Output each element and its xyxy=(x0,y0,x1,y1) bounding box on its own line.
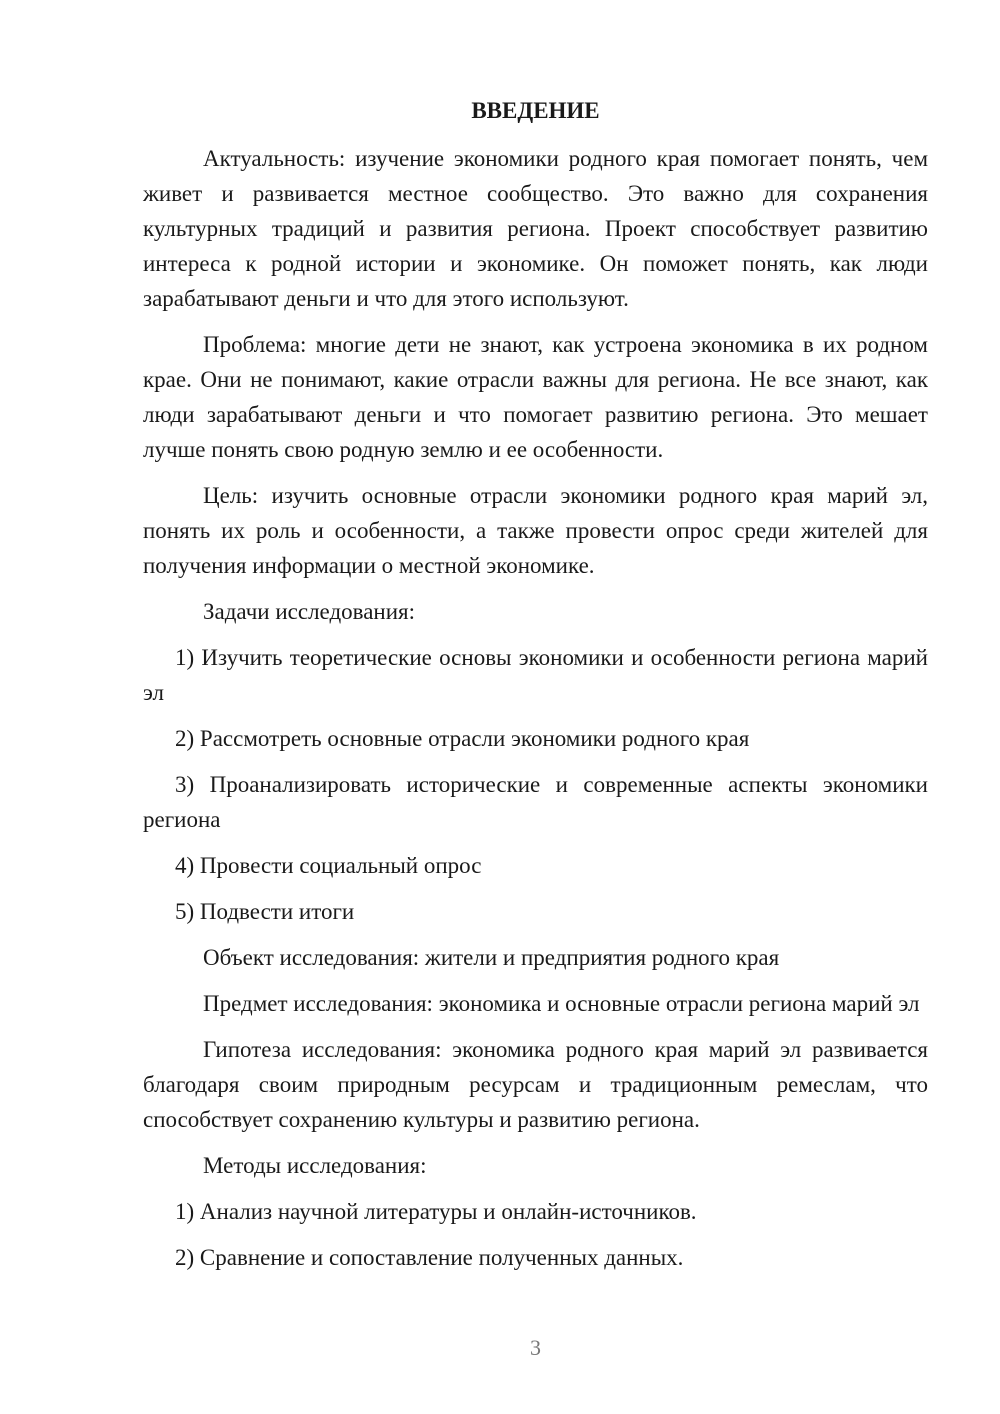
list-item-task-2: 2) Рассмотреть основные отрасли экономики родного края xyxy=(175,726,750,751)
list-item-task-3: 3) Проанализировать исторические и современные аспекты экономики региона xyxy=(143,772,928,832)
paragraph-object: Объект исследования: жители и предприятия родного края xyxy=(203,945,780,970)
paragraph-problem: Проблема: многие дети не знают, как устроена экономика в их родном крае. Они не понимают, какие отрасли важны для региона. Не все знают, как люди зарабатывают деньги и что помогает развитию региона. Это мешает лучше понять свою родную землю и ее особенности. xyxy=(143,332,928,462)
paragraph-hypothesis: Гипотеза исследования: экономика родного края марий эл развивается благодаря своим природным ресурсам и традиционным ремеслам, что способствует сохранению культуры и развитию региона. xyxy=(143,1037,928,1132)
list-item-task-1: 1) Изучить теоретические основы экономики и особенности региона марий эл xyxy=(143,645,928,705)
page-number: 3 xyxy=(530,1335,541,1360)
paragraph-relevance: Актуальность: изучение экономики родного края помогает понять, чем живет и развивается местное сообщество. Это важно для сохранения культурных традиций и развития региона. Проект способствует развитию интереса к родной истории и экономике. Он поможет понять, как люди зарабатывают деньги и что для этого используют. xyxy=(143,146,928,311)
document-body xyxy=(143,141,928,1286)
paragraph-tasks-heading: Задачи исследования: xyxy=(203,599,416,624)
list-item-method-2: 2) Сравнение и сопоставление полученных данных. xyxy=(175,1245,684,1270)
list-item-task-5: 5) Подвести итоги xyxy=(175,899,355,924)
list-item-task-4: 4) Провести социальный опрос xyxy=(175,853,482,878)
document-page xyxy=(143,0,928,1414)
paragraph-goal: Цель: изучить основные отрасли экономики родного края марий эл, понять их роль и особенности, а также провести опрос среди жителей для получения информации о местной экономике. xyxy=(143,483,928,578)
paragraph-methods-heading: Методы исследования: xyxy=(203,1153,427,1178)
paragraph-subject: Предмет исследования: экономика и основные отрасли региона марий эл xyxy=(203,991,920,1016)
section-title: ВВЕДЕНИЕ xyxy=(471,98,600,123)
list-item-method-1: 1) Анализ научной литературы и онлайн-источников. xyxy=(175,1199,697,1224)
